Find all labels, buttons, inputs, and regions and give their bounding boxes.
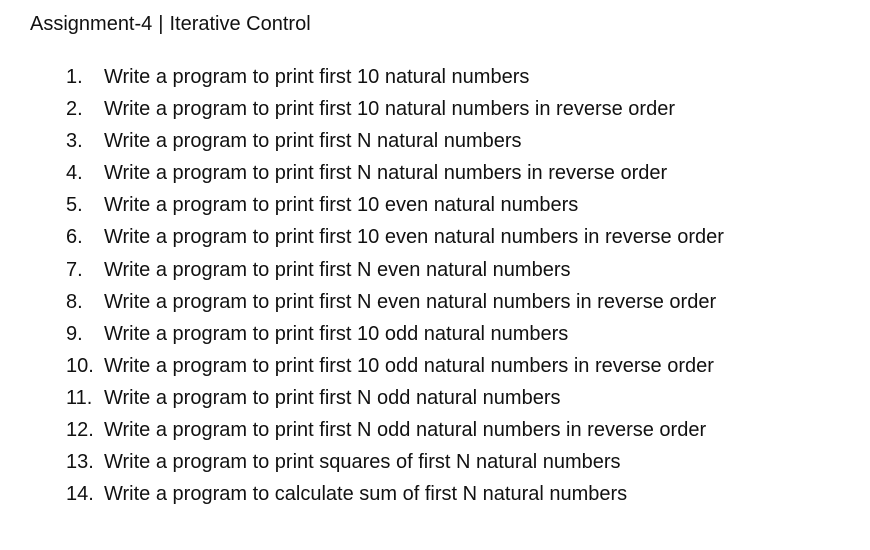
list-item xyxy=(66,289,724,321)
list-item xyxy=(66,353,724,385)
item-text: Write a program to print first N natural numbers in reverse order xyxy=(104,162,668,185)
item-text: Write a program to print first N even natural numbers xyxy=(104,258,571,281)
list-item xyxy=(66,449,724,481)
list-item xyxy=(66,160,724,192)
item-text: Write a program to print first N natural numbers xyxy=(104,130,522,153)
list-item xyxy=(66,96,724,128)
list-item xyxy=(66,192,724,224)
item-number: 11. xyxy=(66,386,93,409)
list-item xyxy=(66,64,724,96)
item-text: Write a program to print first N odd natural numbers xyxy=(104,386,561,409)
list-item xyxy=(66,481,724,513)
item-text: Write a program to print squares of first N natural numbers xyxy=(104,451,621,474)
item-text: Write a program to calculate sum of first N natural numbers xyxy=(104,483,628,506)
item-text: Write a program to print first 10 natural numbers xyxy=(104,66,530,88)
item-text: Write a program to print first 10 natural numbers in reverse order xyxy=(104,98,675,121)
item-number: 6. xyxy=(66,226,83,249)
item-text: Write a program to print first 10 even natural numbers xyxy=(104,194,579,217)
item-text: Write a program to print first N odd natural numbers in reverse order xyxy=(104,419,707,442)
item-number: 3. xyxy=(66,130,83,153)
item-number: 4. xyxy=(66,162,83,185)
assignment-label: Assignment-4 xyxy=(30,13,153,35)
item-number: 2. xyxy=(66,98,83,121)
item-number: 9. xyxy=(66,322,83,345)
list-item xyxy=(66,224,724,256)
topic-label: Iterative Control xyxy=(169,13,311,35)
list-item xyxy=(66,417,724,449)
list-item xyxy=(66,321,724,353)
document-title xyxy=(30,12,311,36)
item-number: 10. xyxy=(66,354,94,377)
title-separator: | xyxy=(158,13,164,35)
item-text: Write a program to print first 10 odd natural numbers in reverse order xyxy=(104,354,714,377)
item-text: Write a program to print first N even natural numbers in reverse order xyxy=(104,290,717,313)
item-number: 13. xyxy=(66,451,94,474)
item-number: 7. xyxy=(66,258,83,281)
item-text: Write a program to print first 10 even natural numbers in reverse order xyxy=(104,226,724,249)
list-item xyxy=(66,257,724,289)
list-item xyxy=(66,385,724,417)
item-number: 14. xyxy=(66,483,94,506)
list-item xyxy=(66,128,724,160)
item-number: 1. xyxy=(66,66,83,88)
item-number: 8. xyxy=(66,290,83,313)
item-number: 12. xyxy=(66,419,94,442)
exercise-list xyxy=(66,64,724,513)
item-number: 5. xyxy=(66,194,83,217)
item-text: Write a program to print first 10 odd natural numbers xyxy=(104,322,569,345)
